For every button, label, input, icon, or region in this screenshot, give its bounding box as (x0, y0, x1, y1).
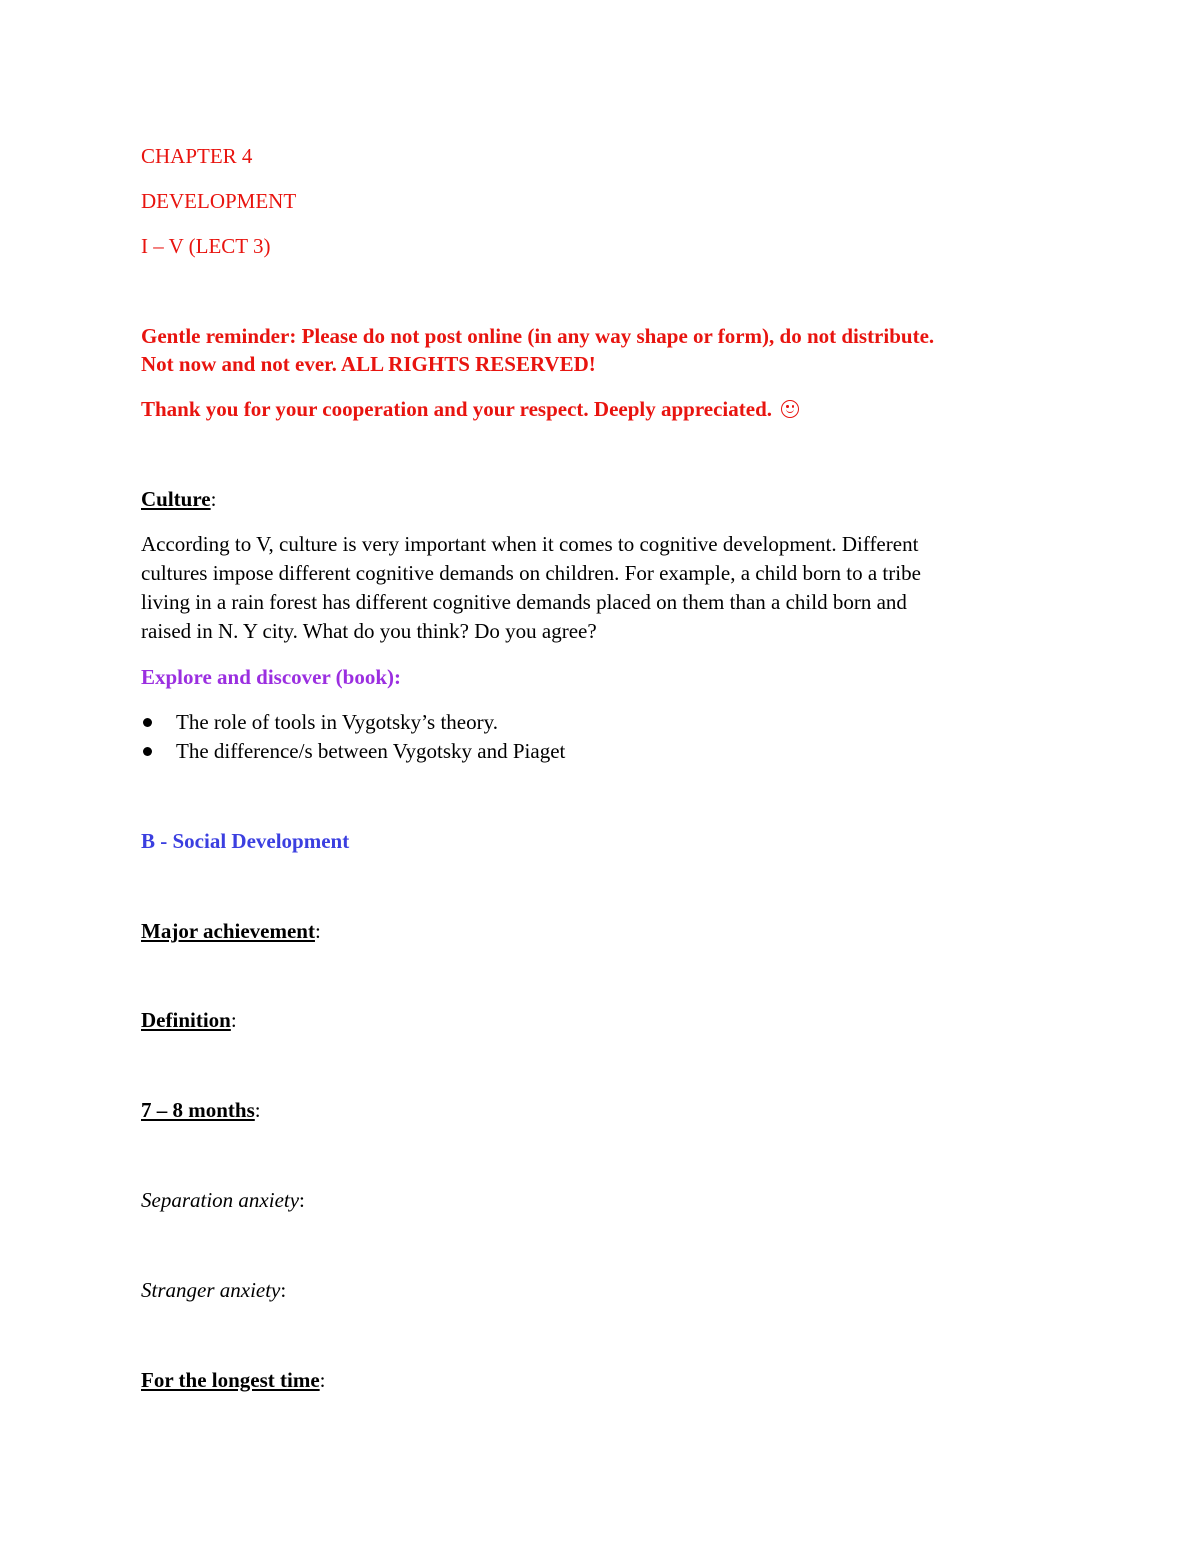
chapter-title: DEVELOPMENT (141, 189, 297, 213)
list-item (141, 708, 565, 737)
culture-heading-colon: : (210, 487, 217, 511)
notice-line-1: Gentle reminder: Please do not post online (in any way shape or form), do not distribute. (141, 324, 935, 348)
longest-time-row (141, 1366, 326, 1395)
list-item-text: The difference/s between Vygotsky and Piaget (176, 739, 566, 763)
chapter-subtitle: I – V (LECT 3) (141, 234, 271, 258)
bullet-icon (143, 747, 152, 756)
list-item (141, 737, 565, 766)
culture-paragraph-line: living in a rain forest has different cognitive demands placed on them than a child born and (141, 590, 907, 614)
major-achievement-label: Major achievement (141, 919, 315, 943)
separation-anxiety-label: Separation anxiety (141, 1188, 300, 1212)
colon: : (299, 1188, 305, 1212)
culture-heading: Culture (141, 487, 211, 511)
bullet-icon (143, 718, 152, 727)
colon: : (254, 1098, 261, 1122)
notice-thanks (141, 395, 799, 424)
culture-paragraph-line: raised in N. Y city. What do you think? Do you agree? (141, 619, 597, 643)
smiley-face-icon (781, 400, 799, 418)
culture-paragraph-line: cultures impose different cognitive demands on children. For example, a child born to a tribe (141, 561, 921, 585)
notice-thanks-text: Thank you for your cooperation and your respect. Deeply appreciated. (141, 397, 772, 421)
culture-paragraph-line: According to V, culture is very important when it comes to cognitive development. Different (141, 532, 919, 556)
major-achievement-row (141, 917, 321, 946)
definition-row (141, 1006, 237, 1035)
stranger-anxiety-label: Stranger anxiety (141, 1278, 281, 1302)
colon: : (280, 1278, 287, 1302)
chapter-heading: CHAPTER 4 (141, 144, 253, 168)
social-development-heading: B - Social Development (141, 829, 350, 853)
colon: : (319, 1368, 326, 1392)
explore-heading: Explore and discover (book): (141, 665, 401, 689)
months-label: 7 – 8 months (141, 1098, 255, 1122)
list-item-text: The role of tools in Vygotsky’s theory. (176, 710, 498, 734)
colon: : (230, 1008, 237, 1032)
months-row (141, 1096, 261, 1125)
stranger-anxiety-row (141, 1276, 286, 1305)
notice-line-2: Not now and not ever. ALL RIGHTS RESERVED! (141, 352, 596, 376)
separation-anxiety-row (141, 1186, 305, 1215)
explore-bullet-list (141, 708, 565, 766)
colon: : (314, 919, 321, 943)
culture-heading-row (141, 485, 216, 514)
longest-time-label: For the longest time (141, 1368, 320, 1392)
definition-label: Definition (141, 1008, 231, 1032)
